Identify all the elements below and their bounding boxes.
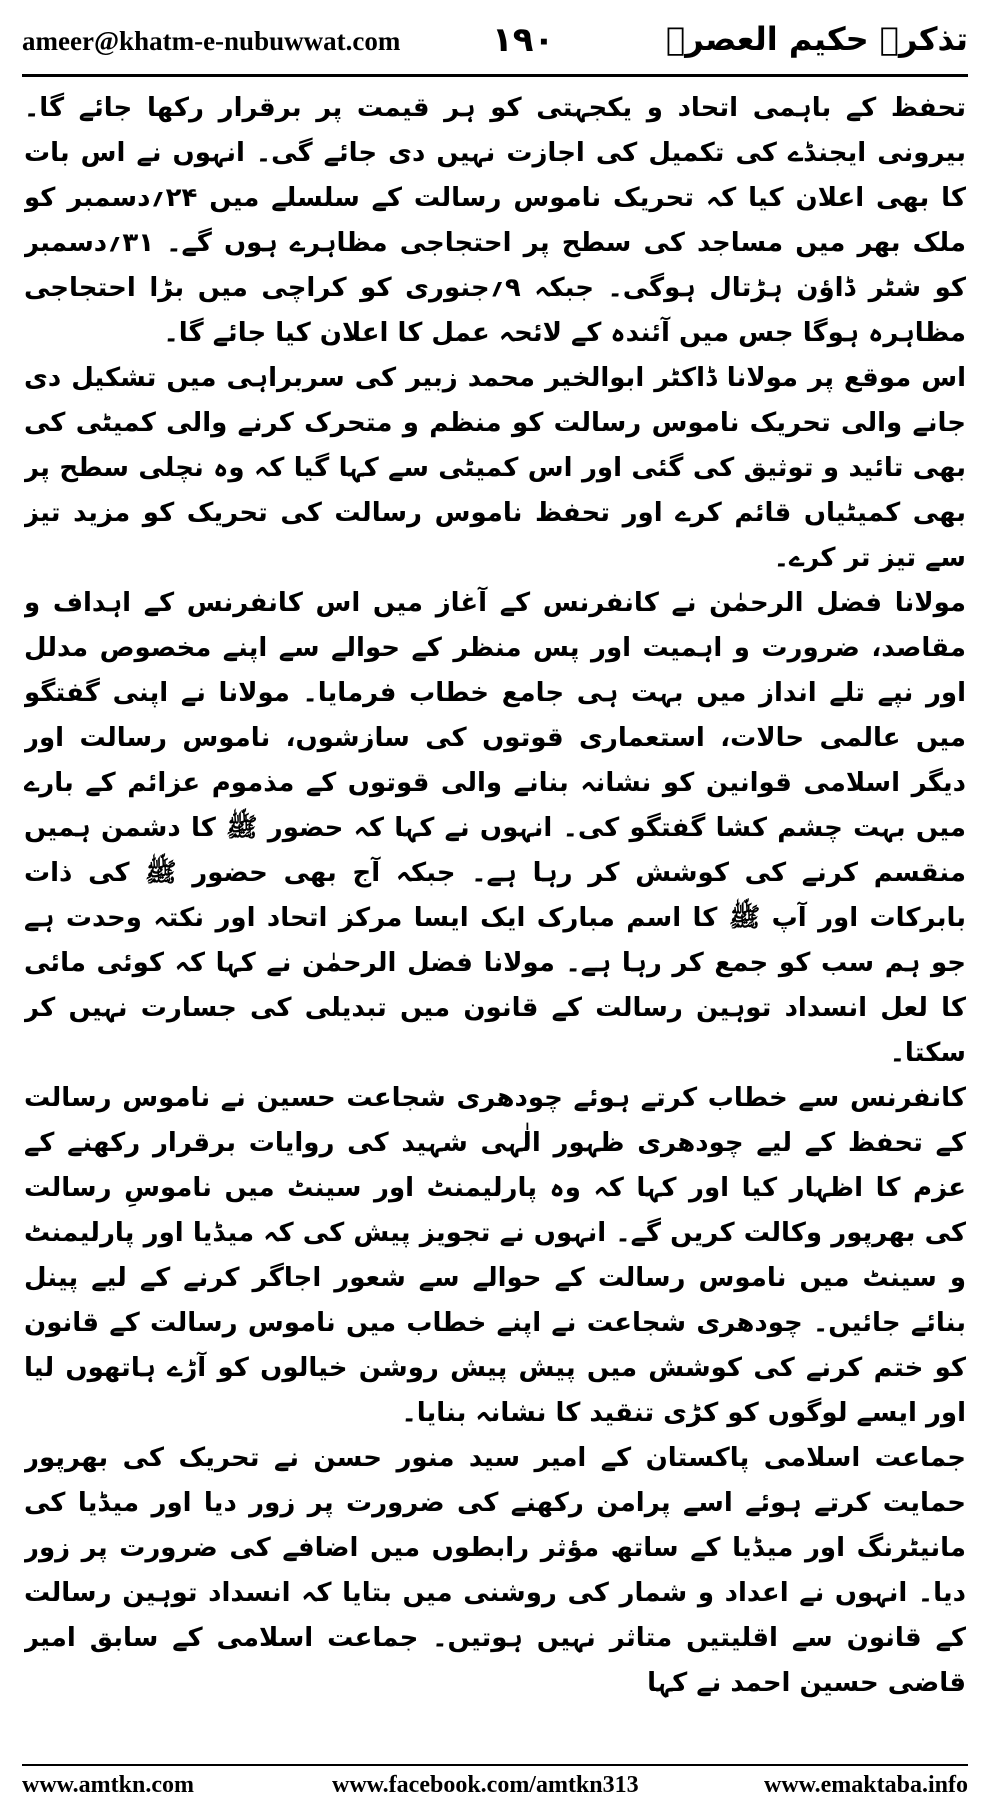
book-title: تذکرہ حکیم العصرؒ (665, 20, 968, 58)
page-number: ۱۹۰ (492, 20, 555, 60)
page-body (24, 86, 966, 1711)
footer-link-emaktaba: www.emaktaba.info (763, 1772, 968, 1798)
header-email: ameer@khatm-e-nubuwwat.com (22, 26, 401, 56)
paragraph: جماعت اسلامی پاکستان کے امیر سید منور حسن نے تحریک کی بھرپور حمایت کرتے ہوئے اسے پرامن رکھنے کی ضرورت پر زور دیا اور میڈیا کی مانیٹرنگ اور میڈیا کے ساتھ مؤثر رابطوں میں اضافے کی ضرورت پر زور دیا۔ انہوں نے اعداد و شمار کی روشنی میں بتایا کہ انسداد توہین رسالت کے قانون سے اقلیتیں متاثر نہیں ہوتیں۔ جماعت اسلامی کے سابق امیر قاضی حسین احمد نے کہا (24, 1443, 966, 1698)
page-footer (22, 1772, 968, 1806)
paragraph: کانفرنس سے خطاب کرتے ہوئے چودھری شجاعت حسین نے ناموس رسالت کے تحفظ کے لیے چودھری ظہور الٰہی شہید کی روایات برقرار رکھنے کے عزم کا اظہار کیا اور کہا کہ وہ پارلیمنٹ اور سینٹ میں ناموسِ رسالت کی بھرپور وکالت کریں گے۔ انہوں نے تجویز پیش کی کہ میڈیا اور پارلیمنٹ و سینٹ میں ناموس رسالت کے حوالے سے شعور اجاگر کرنے کے لیے پینل بنائے جائیں۔ چودھری شجاعت نے اپنے خطاب میں ناموس رسالت کے قانون کو ختم کرنے کی کوشش میں پیش پیش روشن خیالوں کو آڑے ہاتھوں لیا اور ایسے لوگوں کو کڑی تنقید کا نشانہ بنایا۔ (24, 1083, 966, 1428)
paragraph: تحفظ کے باہمی اتحاد و یکجہتی کو ہر قیمت پر برقرار رکھا جائے گا۔ بیرونی ایجنڈے کی تکمیل کی اجازت نہیں دی جائے گی۔ انہوں نے اس بات کا بھی اعلان کیا کہ تحریک ناموس رسالت کے سلسلے میں ۲۴؍دسمبر کو ملک بھر میں مساجد کی سطح پر احتجاجی مظاہرے ہوں گے۔ ۳۱؍دسمبر کو شٹر ڈاؤن ہڑتال ہوگی۔ جبکہ ۹؍جنوری کو کراچی میں بڑا احتجاجی مظاہرہ ہوگا جس میں آئندہ کے لائحہ عمل کا اعلان کیا جائے گا۔ (24, 93, 966, 348)
header-divider (22, 74, 968, 77)
paragraph: مولانا فضل الرحمٰن نے کانفرنس کے آغاز میں اس کانفرنس کے اہداف و مقاصد، ضرورت و اہمیت اور پس منظر کے حوالے سے اپنے مخصوص مدلل اور نپے تلے انداز میں بہت ہی جامع خطاب فرمایا۔ مولانا نے اپنی گفتگو میں عالمی حالات، استعماری قوتوں کی سازشوں، ناموس رسالت اور دیگر اسلامی قوانین کو نشانہ بنانے والی قوتوں کے مذموم عزائم کے بارے میں بہت چشم کشا گفتگو کی۔ انہوں نے کہا کہ حضور ﷺ کا دشمن ہمیں منقسم کرنے کی کوشش کر رہا ہے۔ جبکہ آج بھی حضور ﷺ کی ذات بابرکات اور آپ ﷺ کا اسم مبارک ایک ایسا مرکز اتحاد اور نکتہ وحدت ہے جو ہم سب کو جمع کر رہا ہے۔ مولانا فضل الرحمٰن نے کہا کہ کوئی مائی کا لعل انسداد توہین رسالت کے قانون میں تبدیلی کی جسارت نہیں کر سکتا۔ (24, 588, 966, 1068)
footer-divider (22, 1764, 968, 1766)
footer-link-amtkn: www.amtkn.com (22, 1772, 194, 1798)
paragraph: اس موقع پر مولانا ڈاکٹر ابوالخیر محمد زبیر کی سربراہی میں تشکیل دی جانے والی تحریک ناموس رسالت کو منظم و متحرک کرنے والی کمیٹی کی بھی تائید و توثیق کی گئی اور اس کمیٹی سے کہا گیا کہ وہ نچلی سطح پر بھی کمیٹیاں قائم کرے اور تحفظ ناموس رسالت کی تحریک کو مزید تیز سے تیز تر کرے۔ (24, 363, 966, 573)
footer-link-facebook: www.facebook.com/amtkn313 (332, 1772, 639, 1798)
page-header (22, 18, 968, 70)
